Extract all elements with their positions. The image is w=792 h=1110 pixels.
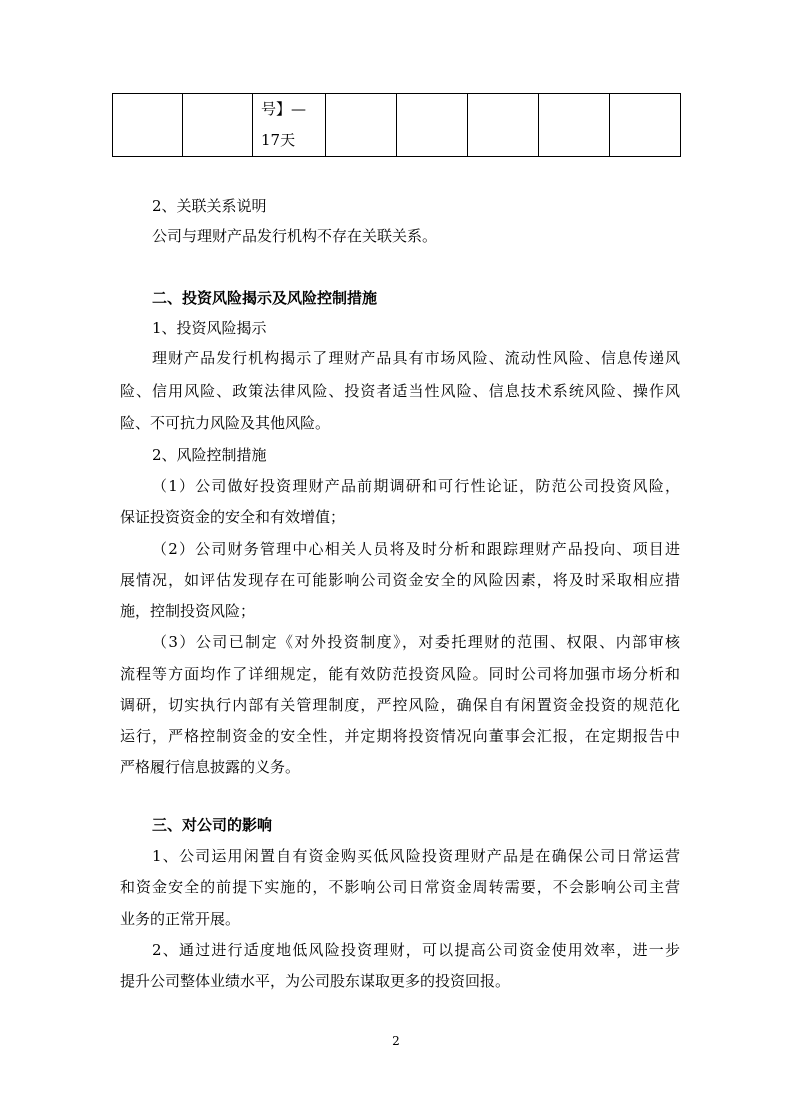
risk-disclosure-title: 1、投资风险揭示 [152, 319, 267, 337]
risk-control-item-line: （2）公司财务管理中心相关人员将及时分析和跟踪理财产品投向、项目进 [152, 540, 680, 558]
table-cell [468, 94, 539, 157]
table-row [113, 94, 681, 157]
section-2-heading: 二、投资风险揭示及风险控制措施 [152, 289, 378, 307]
table-cell [539, 94, 610, 157]
related-party-title: 2、关联关系说明 [152, 197, 267, 215]
impact-text-line: 提升公司整体业绩水平，为公司股东谋取更多的投资回报。 [120, 972, 511, 990]
impact-text-line: 2、通过进行适度地低风险投资理财，可以提高公司资金使用效率，进一步 [152, 941, 680, 959]
table-cell [610, 94, 681, 157]
risk-control-item-line: 展情况，如评估发现存在可能影响公司资金安全的风险因素，将及时采取相应措 [120, 571, 680, 589]
risk-control-item-line: 调研，切实执行内部有关管理制度，严控风险，确保自有闲置资金投资的规范化 [120, 696, 680, 714]
table-cell [183, 94, 253, 157]
table-cell [397, 94, 468, 157]
table-cell: 号】—17天 [253, 94, 326, 157]
risk-control-item-line: 严格履行信息披露的义务。 [120, 758, 301, 776]
risk-control-item-line: 运行，严格控制资金的安全性，并定期将投资情况向董事会汇报，在定期报告中 [120, 727, 680, 745]
risk-control-title: 2、风险控制措施 [152, 446, 267, 464]
risk-disclosure-text-line: 险、不可抗力风险及其他风险。 [120, 414, 331, 432]
section-3-heading: 三、对公司的影响 [152, 816, 273, 834]
risk-control-item-line: （1）公司做好投资理财产品前期调研和可行性论证，防范公司投资风险， [152, 477, 680, 495]
risk-disclosure-text-line: 理财产品发行机构揭示了理财产品具有市场风险、流动性风险、信息传递风 [152, 349, 680, 367]
product-table-continuation [112, 93, 681, 157]
impact-text-line: 业务的正常开展。 [120, 910, 241, 928]
risk-control-item-line: 施，控制投资风险； [120, 602, 256, 620]
page-number: 2 [392, 1034, 400, 1048]
table-cell [326, 94, 397, 157]
table-cell [113, 94, 183, 157]
related-party-text: 公司与理财产品发行机构不存在关联关系。 [152, 227, 438, 245]
risk-control-item-line: 保证投资资金的安全和有效增值； [120, 508, 346, 526]
risk-disclosure-text-line: 险、信用风险、政策法律风险、投资者适当性风险、信息技术系统风险、操作风 [120, 382, 680, 400]
impact-text-line: 1、公司运用闲置自有资金购买低风险投资理财产品是在确保公司日常运营 [152, 847, 680, 865]
risk-control-item-line: 流程等方面均作了详细规定，能有效防范投资风险。同时公司将加强市场分析和 [120, 665, 680, 683]
risk-control-item-line: （3）公司已制定《对外投资制度》，对委托理财的范围、权限、内部审核 [152, 633, 680, 651]
impact-text-line: 和资金安全的前提下实施的，不影响公司日常资金周转需要，不会影响公司主营 [120, 878, 680, 896]
